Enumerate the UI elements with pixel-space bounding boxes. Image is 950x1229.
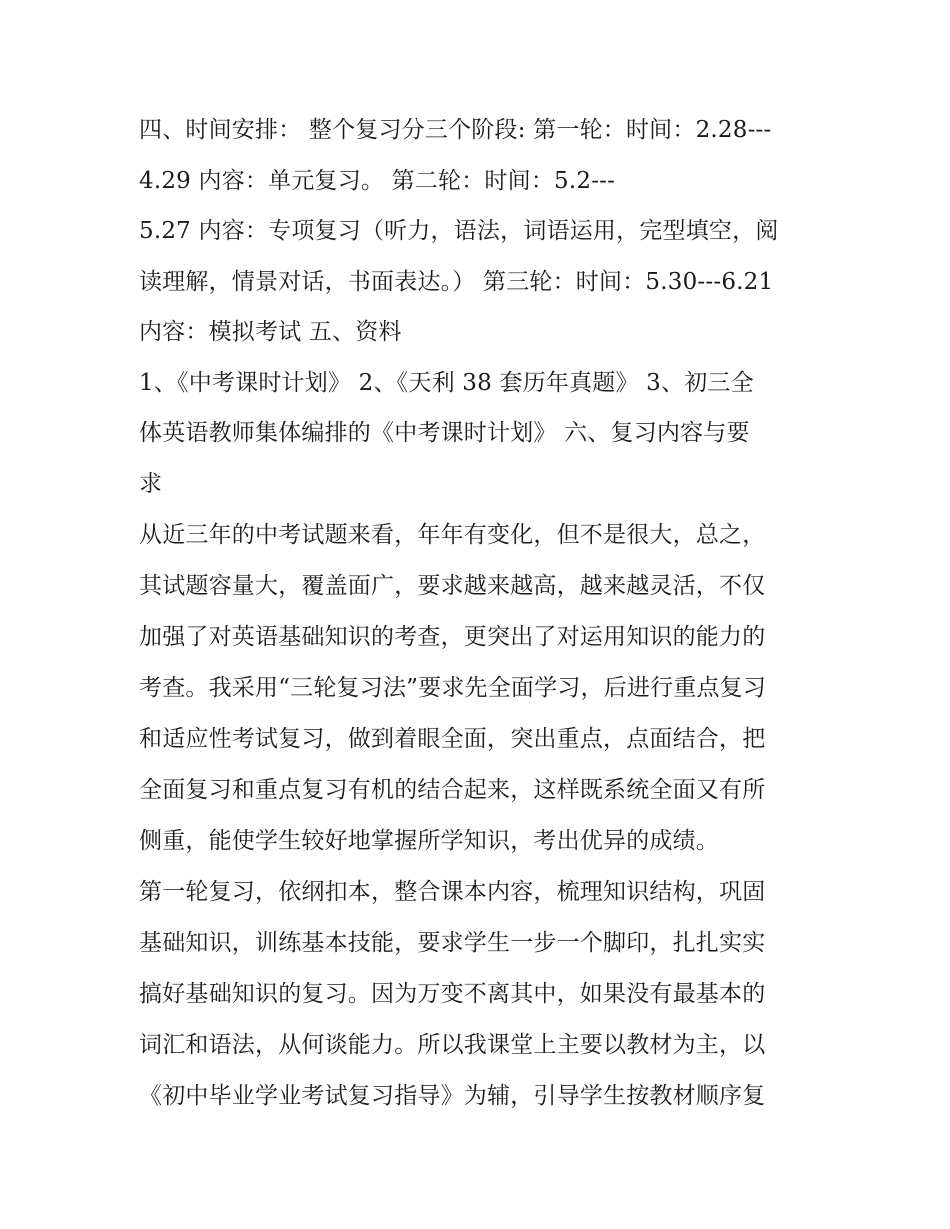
text-line: 考查。我采用“三轮复习法”要求先全面学习，后进行重点复习 (139, 675, 767, 701)
text-line: 加强了对英语基础知识的考查，更突出了对运用知识的能力的 (139, 624, 766, 650)
text-line: 其试题容量大，覆盖面广，要求越来越高，越来越灵活，不仅 (139, 573, 766, 599)
text-line: 从近三年的中考试题来看，年年有变化，但不是很大，总之， (139, 522, 766, 548)
text-line: 1、《中考课时计划》 2、《天利 38 套历年真题》 3、初三全 (139, 370, 754, 396)
text-line: 词汇和语法，从何谈能力。所以我课堂上主要以教材为主，以 (139, 1032, 766, 1058)
text-line: 内容：模拟考试 五、资料 (139, 319, 402, 345)
text-line: 和适应性考试复习，做到着眼全面，突出重点，点面结合，把 (139, 726, 766, 752)
text-line: 4.29 内容：单元复习。 第二轮：时间：5.2--- (139, 168, 616, 194)
text-line: 《初中毕业学业考试复习指导》为辅，引导学生按教材顺序复 (139, 1083, 766, 1109)
text-line: 基础知识，训练基本技能，要求学生一步一个脚印，扎扎实实 (139, 930, 766, 956)
text-line: 求 (139, 471, 163, 497)
text-line: 全面复习和重点复习有机的结合起来，这样既系统全面又有所 (139, 777, 766, 803)
text-line: 第一轮复习，依纲扣本，整合课本内容，梳理知识结构，巩固 (139, 879, 766, 905)
text-line: 5.27 内容：专项复习（听力，语法，词语运用，完型填空，阅 (139, 218, 779, 244)
text-line: 读理解，情景对话，书面表达。） 第三轮：时间：5.30---6.21 (139, 269, 774, 295)
text-line: 搞好基础知识的复习。因为万变不离其中，如果没有最基本的 (139, 981, 766, 1007)
text-line: 侧重，能使学生较好地掌握所学知识，考出优异的成绩。 (139, 828, 719, 854)
text-line: 体英语教师集体编排的《中考课时计划》 六、复习内容与要 (139, 420, 750, 446)
text-line: 四、时间安排： 整个复习分三个阶段: 第一轮：时间：2.28--- (139, 117, 772, 143)
